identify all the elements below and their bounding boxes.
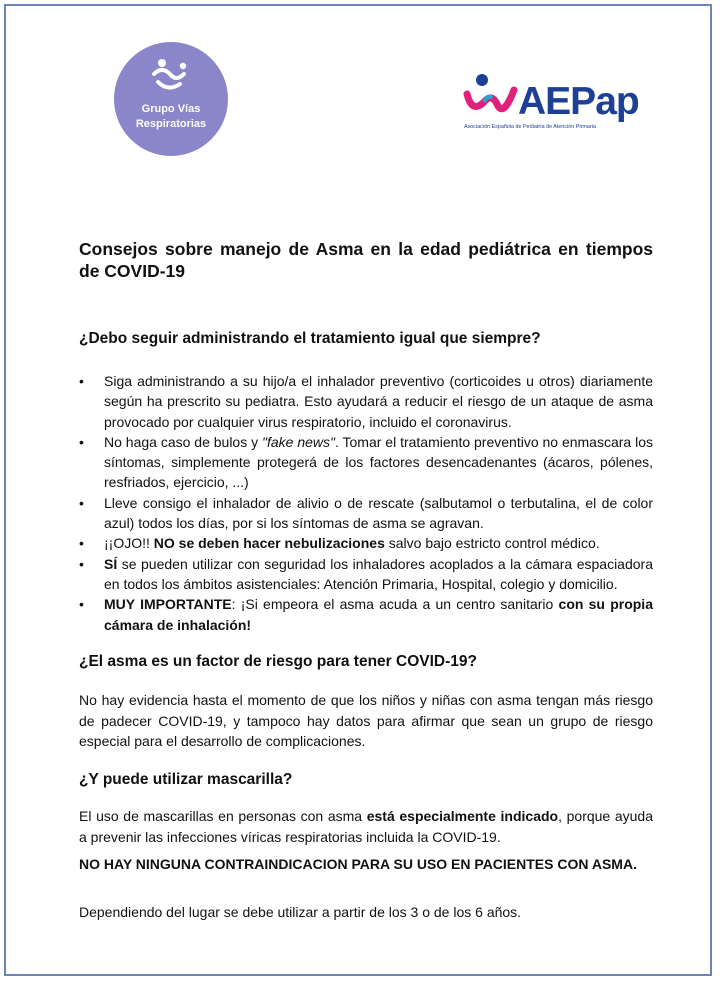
section3-paragraph3: Dependiendo del lugar se debe utilizar a partir de los 3 o de los 6 años. <box>79 904 522 920</box>
document-title: Consejos sobre manejo de Asma en la edad pediátrica en tiempos de COVID-19 <box>79 239 653 281</box>
grupo-vias-respiratorias-logo <box>114 42 228 156</box>
children-figure-icon <box>150 58 192 96</box>
section3-warning: NO HAY NINGUNA CONTRAINDICACION PARA SU USO EN PACIENTES CON ASMA. <box>79 856 637 872</box>
list-item: • Lleve consigo el inhalador de alivio o de rescate (salbutamol o terbutalina, el de color azul) todos los días, por si los síntomas de asma se agravan. <box>79 493 653 534</box>
list-item: • MUY IMPORTANTE: ¡Si empeora el asma acuda a un centro sanitario con su propia cámara de inhalación! <box>79 594 653 635</box>
aepap-name: AEPap <box>518 80 639 123</box>
grupo-vias-logo-text: Grupo Vías Respiratorias <box>135 103 207 130</box>
aepap-subtitle: Asociación Española de Pediatría de Atención Primaria <box>464 124 596 130</box>
aepap-figure-icon <box>462 72 524 118</box>
section3-heading: ¿Y puede utilizar mascarilla? <box>79 771 293 788</box>
list-item: • SÍ se pueden utilizar con seguridad los inhaladores acoplados a la cámara espaciadora en todos los ámbitos asistenciales: Atención Primaria, Hospital, colegio y domicilio. <box>79 554 653 595</box>
list-item: • Siga administrando a su hijo/a el inhalador preventivo (corticoides u otros) diariamente según ha prescrito su pediatra. Esto ayudará a reducir el riesgo de un ataque de asma provocado por cualquier virus respiratorio, incluido el coronavirus. <box>79 371 653 432</box>
advice-list <box>79 371 653 635</box>
list-item: • ¡¡OJO!! NO se deben hacer nebulizaciones salvo bajo estricto control médico. <box>79 533 653 553</box>
section1-heading: ¿Debo seguir administrando el tratamiento igual que siempre? <box>79 330 541 347</box>
section3-paragraph1: El uso de mascarillas en personas con asma está especialmente indicado, porque ayuda a prevenir las infecciones víricas respiratorias incluida la COVID-19. <box>79 808 654 845</box>
section2-heading: ¿El asma es un factor de riesgo para tener COVID-19? <box>79 653 477 670</box>
list-item: • No haga caso de bulos y "fake news". Tomar el tratamiento preventivo no enmascara los síntomas, simplemente protegerá de los factores desencadenantes (ácaros, pólenes, resfriados, ejercicio, ...) <box>79 432 653 493</box>
section2-text: No hay evidencia hasta el momento de que los niños y niñas con asma tengan más riesgo de padecer COVID-19, y tampoco hay datos para afirmar que sean un grupo de riesgo especial para el desarrollo de complicaciones. <box>79 692 653 749</box>
aepap-logo <box>462 70 652 140</box>
